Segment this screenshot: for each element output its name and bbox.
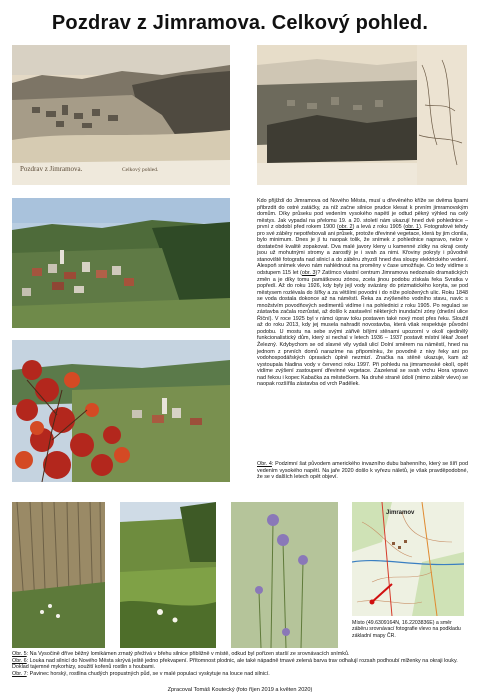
ref-obr-3: obr. 3 (301, 270, 316, 277)
map-label-jimramov: Jimramov (386, 510, 415, 516)
credit-line: Zpracoval Tomáš Koutecký (foto říjen 2019 a květen 2020) (167, 687, 313, 693)
ref-obr-1: obr. 1 (405, 224, 420, 231)
caption-obr-5: Obr. 5: Na Vysočině dříve běžný lomikámen zrnatý přežívá v břehu silnice přibližně v místě, odkud byl pořízen starší ze srovnávacích snímků. (12, 651, 350, 657)
ref-obr-2: obr. 2 (338, 224, 353, 231)
caption-ref: Obr. 4 (257, 461, 272, 467)
postcard-greeting: Pozdrav z Jimramova. (20, 165, 83, 173)
caption-obr-4 (257, 461, 468, 481)
page-title: Pozdrav z Jimramova. Celkový pohled. (51, 12, 429, 34)
saxifrage-photo (12, 502, 105, 648)
location-map (352, 502, 464, 616)
modern-view-photo (12, 198, 230, 328)
caption-obr-7: Obr. 7: Pavinec horský, rostlina chudých propustných půd, se v malé populaci vyskytuje na louce nad silnicí. (12, 670, 270, 677)
caption-obr-6: Obr. 6: Louka nad silnicí do Nového Města skrývá ještě jedno překvapení. Přítomnost plodnic, ale také nápadně tmavé zelená barva trav odhalují rozsah podhoubí mlženky na okraji louky. Doklad tajemné mykorhizy, soužití kořenů rostlin s houbami. (12, 657, 458, 671)
autumn-oak-photo (12, 340, 230, 482)
main-text (257, 198, 468, 388)
postcard-pre1900-photo (257, 45, 467, 185)
map-caption: Místo (49.6309164N, 16.2203836E) a směr záběru srovnávací fotografie vlevo na podkladu základní mapy ČR. (352, 620, 461, 639)
caption-text: : Podzimní šat původem amerického invazního dubu bahenního, který se šíří pod vedením vysokého napětí. Na jaře 2020 došlo k vyřezu náletů, je však pravděpodobné, že se v dalších letech opět objeví. (257, 461, 469, 481)
jasione-flower-photo (231, 502, 338, 648)
bottom-captions (12, 651, 468, 677)
postcard-subtitle: Celkový pohled. (122, 167, 159, 173)
postcard-1905-photo (12, 45, 230, 185)
main-paragraph: Kdo přijíždí do Jimramova od Nového Města, musí u dřevěného kříže se dvěma lipami přibrzdit do ostré zatáčky, za níž začne silnice prudce klesat k prvním jimramovským domům. Díky průseku pod vedením vysokého napětí je odtud pěkný výhled na celý městys. Jak vypadal na přelomu 19. a 20. století nám ukazují hned dvě pohlednice – první z období před rokem 1900 (obr. 2) a levá z roku 1905 (obr. 1). Fotografové tehdy pro své záběry nepotřebovali ani průsek, protože dřevinné vegetace, která by jim clonila, bylo minimum. Dnes je jí tu naopak tolik, že snímek z pohlednice napravo, nelze v dostatečné kvalitě zopakovat. Dva malé javory kleny u kamenné zídky na okraji cesty jsou už mohutnými stromy a zarostlý je i svah za nimi. Křoviny pokryly i původně stanoviště fotografa nad silnicí a do záběru zhyzdí hned dva sloupy elektrického vedení. Alespoň snímek vlevo nám nahlédnout na proměny v čase umožňuje. Co tedy vidíme s odstupem 115 let (obr. 3)? Zatímco vlastní centrum Jimramova nedoznalo dramatických změn a je díky tomu památkovou zónou, zcela jinou podobu získala řeka Svratka v popředí. Až do roku 1926, kdy byly její vody svázány do prizmatického koryta, se pod městysem rozlévala do šířky a za většími povodni i do níže položených ulic. Roku 1848 se voda dostala dokonce až na náměstí. Řeka za zvýšeného vodního stavu, navíc s množstvím povodňových sedimentů vidíme i na pohlednici z roku 1905. Po regulaci se zástavba začala rozrůstat, až došlo k zastavění některých inundační zóny (dnešní ulice Říční). V roce 1925 byl v rámci úprav toku postaven také nový most přes řeku. Sloužil až do roku 2013, kdy jej musela nahradit novostavba, která však respektuje původní podobu. U mostu na sebe svými zářivě bílými stěnami upozorní v okolí ojedinělý funkcionalistický dům, který si nechal v letech 1936 – 1937 postavit místní lékař Josef Železný. Kdybychom se od slavné vily vydali ulicí Dolní směrem na náměstí, hned na jednom z prvních domů narazíme na připomínku, že povodně z nivy řeky ani po vodohospodářských úpravách úplně nezmizí. Značka na stěně ukazuje, kam až vystoupala hladina vody v červenci roku 1997. Při pohledu na jimramovské okolí, opět vidíme zvýšení zastoupení dřevinné vegetace. Zazelenal se svah vrchu Hora vpravo nad řekou i kopec Kabačka za městečkem. Na druhé straně údolí (mimo záběr vlevo) se naopak rozšířila zástavba od vrch Padělek. (257, 198, 468, 388)
meadow-mushrooms-photo (120, 502, 216, 648)
